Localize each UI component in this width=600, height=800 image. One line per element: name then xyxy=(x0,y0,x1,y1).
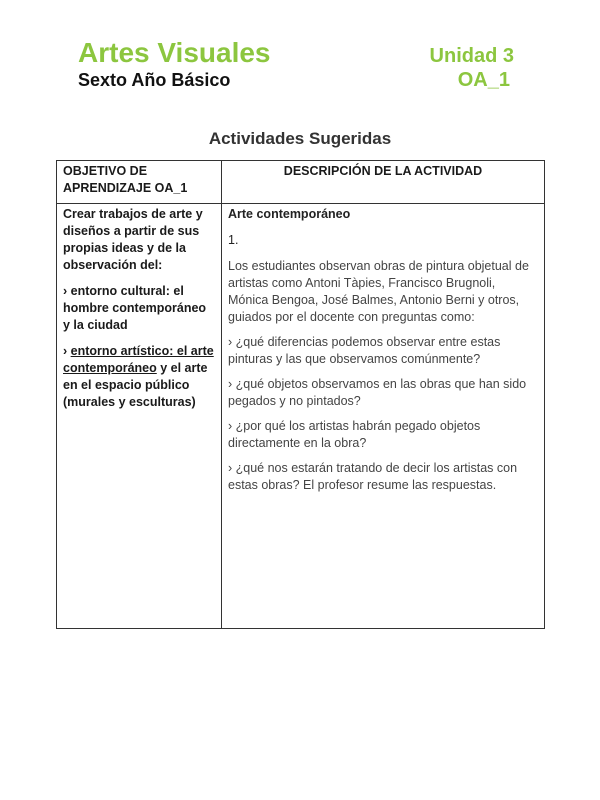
objective-intro: Crear trabajos de arte y diseños a partir de sus propias ideas y de la observación del: xyxy=(63,207,203,272)
activity-paragraph: Los estudiantes observan obras de pintura objetual de artistas como Antoni Tàpies, Francisco Brugnoli, Mónica Bengoa, José Balmes, Antonio Berni y otros, guiados por el docente con preguntas como: xyxy=(228,259,529,324)
description-header-cell: DESCRIPCIÓN DE LA ACTIVIDAD xyxy=(222,161,545,204)
page-header xyxy=(78,36,514,96)
description-cell xyxy=(222,204,545,629)
grade-label: Sexto Año Básico xyxy=(78,70,231,90)
activity-question: › ¿por qué los artistas habrán pegado objetos directamente en la obra? xyxy=(228,419,481,450)
objective-item-artistic-link[interactable]: entorno artístico: el arte xyxy=(70,344,214,358)
objective-item-artistic-rest: y el arte en el espacio público (murales y esculturas) xyxy=(63,361,208,409)
objective-item-artistic xyxy=(63,343,215,411)
activity-question: › ¿qué objetos observamos en las obras que han sido pegados y no pintados? xyxy=(228,377,527,408)
objective-cell xyxy=(57,204,222,629)
objective-item-contemporary-link[interactable]: contemporáneo xyxy=(63,361,157,375)
activity-question: › ¿qué nos estarán tratando de decir los artistas con estas obras? El profesor resume las respuestas. xyxy=(228,461,518,492)
activity-table xyxy=(56,160,545,629)
activity-heading: Arte contemporáneo xyxy=(228,207,351,221)
objective-item-artistic-prefix: › xyxy=(63,344,71,358)
objective-header-cell: OBJETIVO DE APRENDIZAJE OA_1 xyxy=(57,161,222,204)
activity-question: › ¿qué diferencias podemos observar entre estas pinturas y las que observamos comúnmente? xyxy=(228,335,501,366)
oa-label: OA_1 xyxy=(457,69,510,91)
table-body-row xyxy=(57,204,545,629)
activity-number: 1. xyxy=(228,233,239,247)
table-header-row xyxy=(57,161,545,204)
unit-label: Unidad 3 xyxy=(429,45,514,67)
objective-item-cultural: › entorno cultural: el hombre contemporáneo y la ciudad xyxy=(63,284,207,332)
subject-title: Artes Visuales xyxy=(78,37,271,68)
section-title: Actividades Sugeridas xyxy=(208,129,392,148)
